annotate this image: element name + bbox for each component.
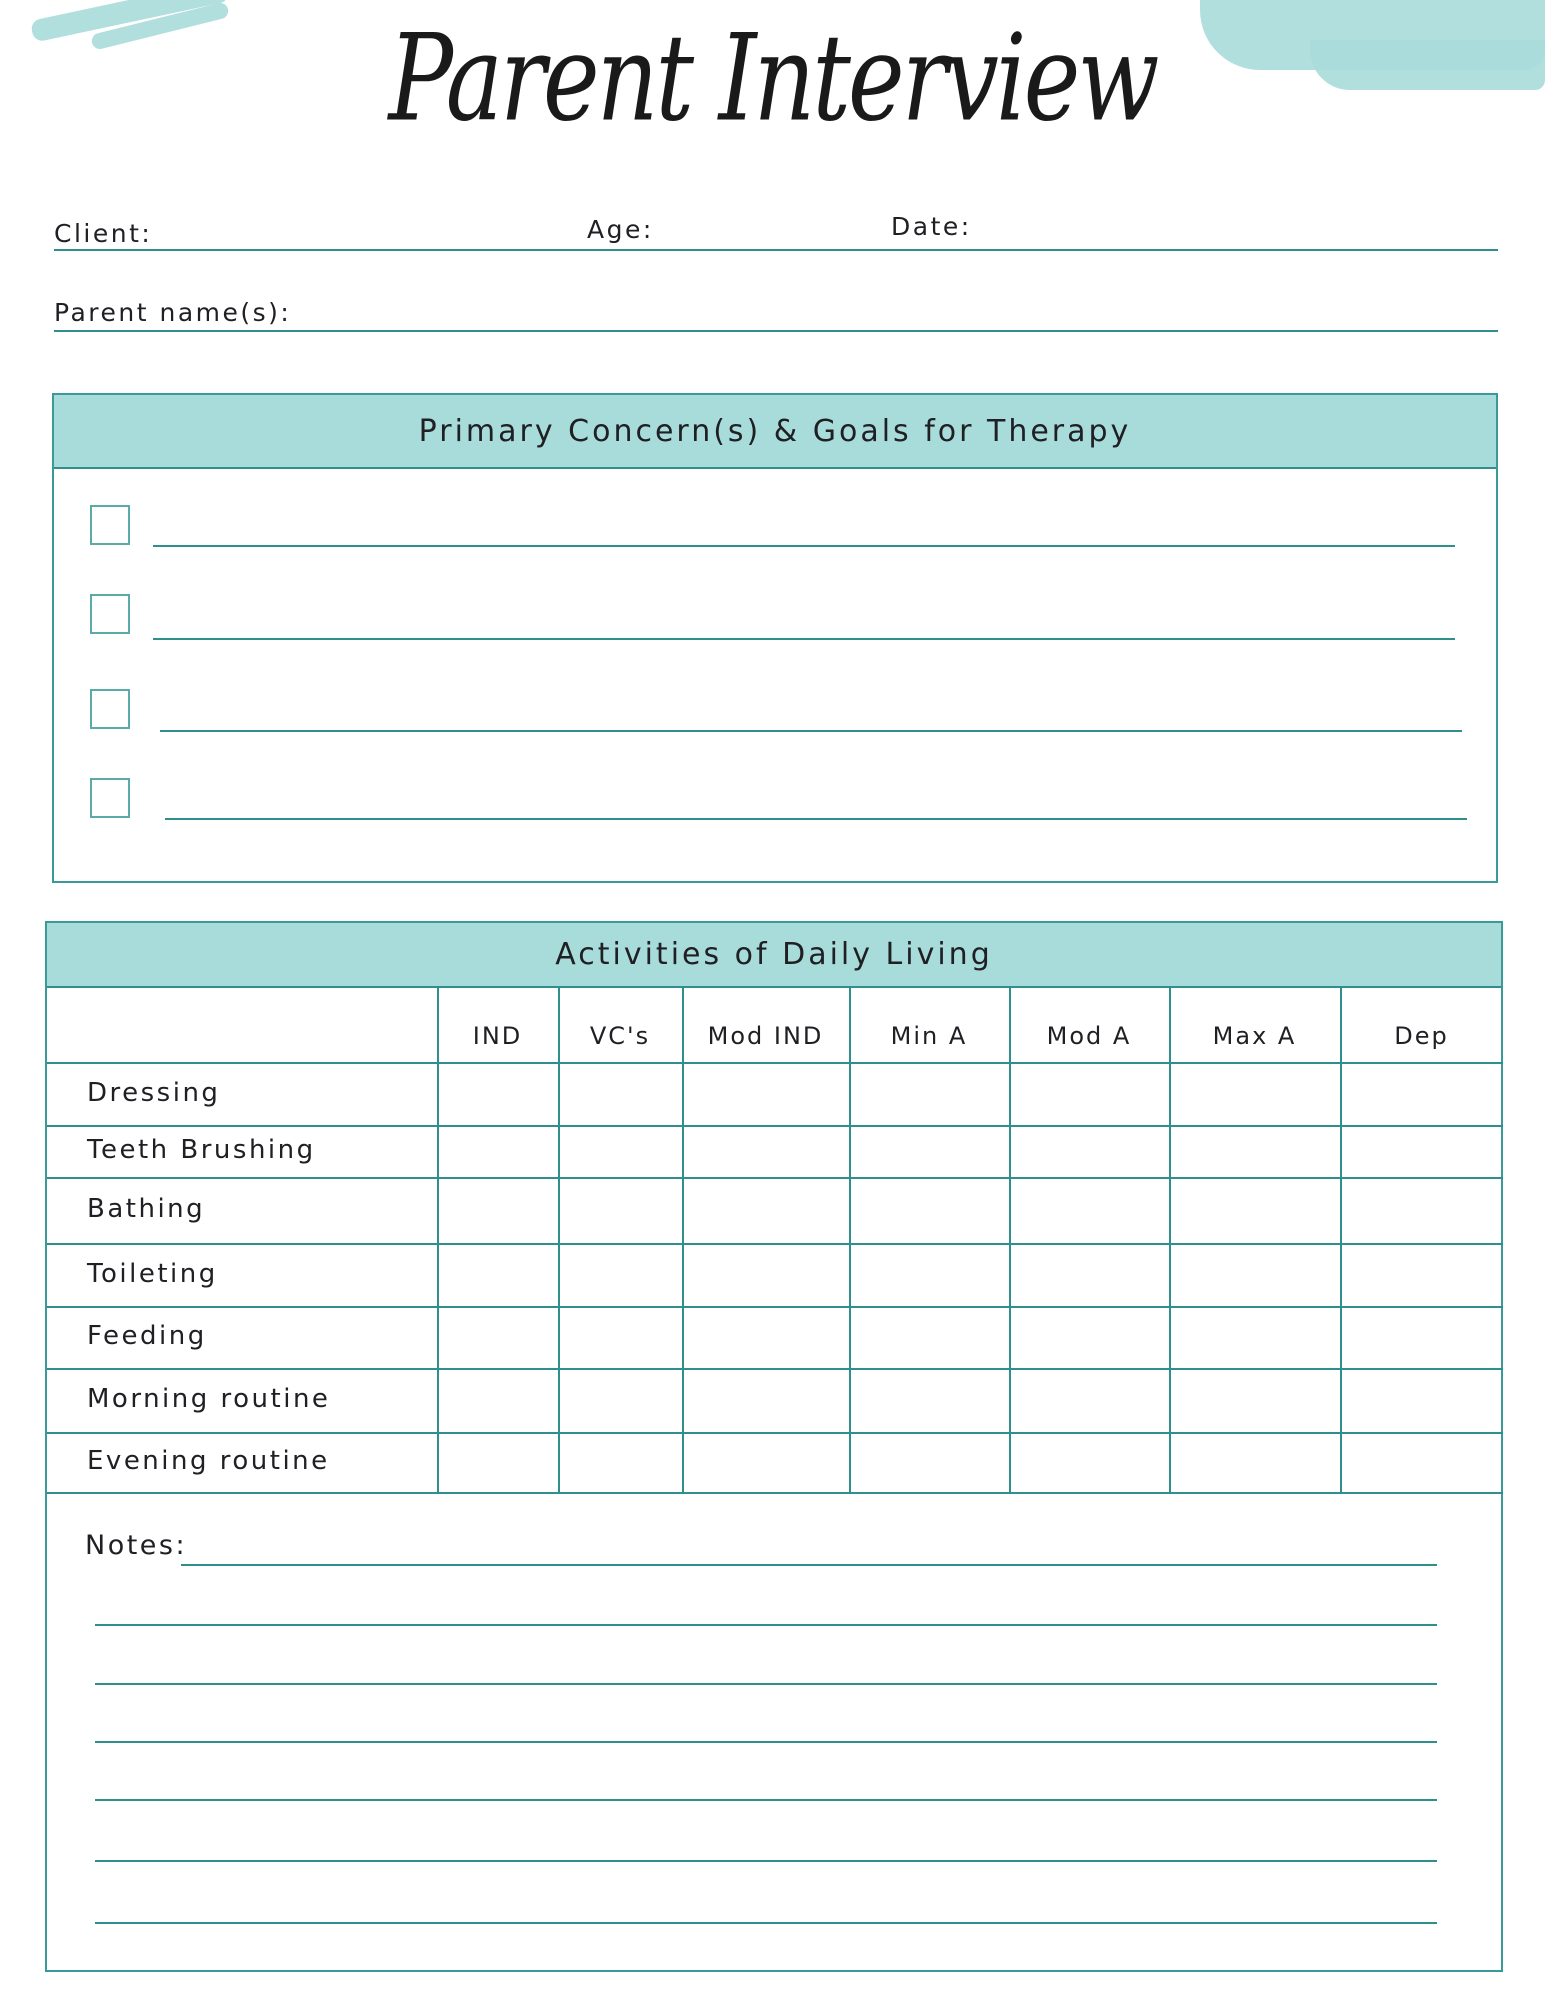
table-cell[interactable] <box>1342 1308 1503 1368</box>
notes-line-2[interactable] <box>95 1624 1437 1626</box>
client-label: Client: <box>54 219 153 248</box>
table-cell[interactable] <box>560 1245 682 1306</box>
table-cell[interactable] <box>1171 1308 1340 1368</box>
table-row-divider <box>47 1492 1503 1494</box>
table-cell[interactable] <box>560 1127 682 1177</box>
notes-line-7[interactable] <box>95 1922 1437 1924</box>
concern-checkbox-1[interactable] <box>90 505 130 545</box>
table-cell[interactable] <box>1011 1127 1169 1177</box>
table-cell[interactable] <box>1011 1434 1169 1492</box>
table-cell[interactable] <box>560 1434 682 1492</box>
table-cell[interactable] <box>1171 1245 1340 1306</box>
table-cell[interactable] <box>560 1179 682 1243</box>
concerns-heading: Primary Concern(s) & Goals for Therapy <box>54 395 1496 469</box>
table-cell[interactable] <box>684 1064 849 1125</box>
table-cell[interactable] <box>684 1245 849 1306</box>
table-row-label: Feeding <box>87 1321 207 1351</box>
table-cell[interactable] <box>684 1434 849 1492</box>
table-cell[interactable] <box>851 1179 1009 1243</box>
table-cell[interactable] <box>851 1370 1009 1432</box>
concern-line-2[interactable] <box>153 638 1455 640</box>
notes-line-6[interactable] <box>95 1860 1437 1862</box>
table-cell[interactable] <box>1171 1434 1340 1492</box>
table-cell[interactable] <box>1342 1179 1503 1243</box>
table-cell[interactable] <box>851 1245 1009 1306</box>
table-cell[interactable] <box>439 1064 558 1125</box>
table-row-label: Dressing <box>87 1077 221 1108</box>
concerns-section <box>52 393 1498 883</box>
table-cell[interactable] <box>1342 1064 1503 1125</box>
table-row-label: Teeth Brushing <box>87 1135 316 1165</box>
table-row-label: Evening routine <box>87 1446 330 1476</box>
column-header: Mod IND <box>707 1022 824 1050</box>
table-cell[interactable] <box>439 1245 558 1306</box>
column-header: Dep <box>1394 1022 1449 1050</box>
table-cell[interactable] <box>1171 1064 1340 1125</box>
table-cell[interactable] <box>684 1127 849 1177</box>
table-cell[interactable] <box>684 1179 849 1243</box>
adl-heading: Activities of Daily Living <box>47 923 1501 988</box>
table-cell[interactable] <box>560 1370 682 1432</box>
column-header: VC's <box>589 1022 651 1050</box>
table-cell[interactable] <box>1342 1370 1503 1432</box>
notes-line-5[interactable] <box>95 1799 1437 1801</box>
date-label: Date: <box>891 212 972 241</box>
table-cell[interactable] <box>439 1127 558 1177</box>
concern-checkbox-2[interactable] <box>90 594 130 634</box>
table-cell[interactable] <box>1011 1064 1169 1125</box>
table-cell[interactable] <box>439 1434 558 1492</box>
table-cell[interactable] <box>1011 1370 1169 1432</box>
table-cell[interactable] <box>851 1308 1009 1368</box>
parent-name-line[interactable] <box>54 330 1498 332</box>
table-cell[interactable] <box>439 1370 558 1432</box>
parent-name-label: Parent name(s): <box>54 298 292 327</box>
column-header: IND <box>472 1022 523 1050</box>
notes-line-4[interactable] <box>95 1741 1437 1743</box>
table-cell[interactable] <box>560 1064 682 1125</box>
concern-line-3[interactable] <box>160 730 1462 732</box>
table-cell[interactable] <box>1171 1127 1340 1177</box>
table-cell[interactable] <box>684 1308 849 1368</box>
table-cell[interactable] <box>1342 1127 1503 1177</box>
table-cell[interactable] <box>439 1179 558 1243</box>
table-cell[interactable] <box>1342 1245 1503 1306</box>
table-cell[interactable] <box>1011 1308 1169 1368</box>
table-cell[interactable] <box>1342 1434 1503 1492</box>
column-header: Min A <box>890 1022 968 1050</box>
table-cell[interactable] <box>684 1370 849 1432</box>
table-row-label: Morning routine <box>87 1384 331 1414</box>
table-cell[interactable] <box>560 1308 682 1368</box>
age-label: Age: <box>587 215 654 244</box>
notes-line-1[interactable] <box>181 1564 1437 1566</box>
table-cell[interactable] <box>851 1434 1009 1492</box>
table-cell[interactable] <box>439 1308 558 1368</box>
table-cell[interactable] <box>1011 1245 1169 1306</box>
notes-line-3[interactable] <box>95 1683 1437 1685</box>
table-cell[interactable] <box>851 1127 1009 1177</box>
table-cell[interactable] <box>1171 1179 1340 1243</box>
concern-checkbox-3[interactable] <box>90 689 130 729</box>
page-title: Parent Interview <box>388 8 1157 148</box>
adl-section <box>45 921 1503 1972</box>
table-cell[interactable] <box>1011 1179 1169 1243</box>
table-cell[interactable] <box>851 1064 1009 1125</box>
concern-line-1[interactable] <box>153 545 1455 547</box>
client-age-date-line[interactable] <box>54 249 1498 251</box>
table-cell[interactable] <box>1171 1370 1340 1432</box>
table-row-label: Bathing <box>87 1194 206 1224</box>
table-row-label: Toileting <box>87 1258 218 1289</box>
column-header: Mod A <box>1046 1022 1132 1050</box>
column-header: Max A <box>1212 1022 1297 1050</box>
concern-line-4[interactable] <box>165 818 1467 820</box>
notes-label: Notes: <box>85 1530 188 1561</box>
concern-checkbox-4[interactable] <box>90 778 130 818</box>
